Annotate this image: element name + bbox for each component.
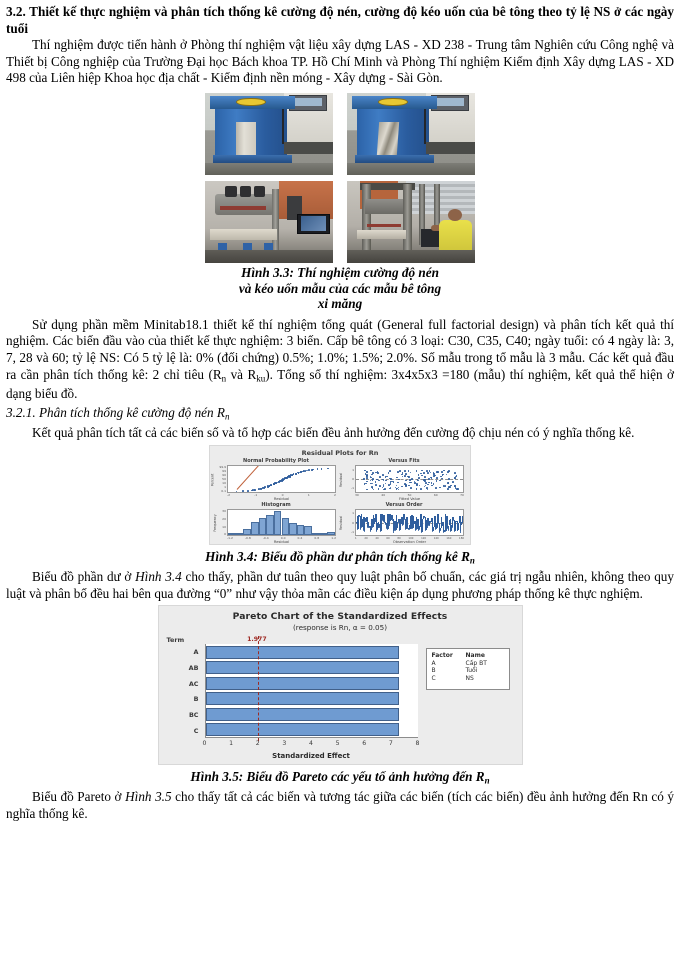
- pareto-chart-body: [165, 638, 516, 760]
- figure-3-5-caption: [0, 769, 680, 789]
- pareto-bar: [206, 677, 399, 690]
- photo-operator-at-universal-testing-machine: [347, 181, 475, 263]
- histogram-xticks: -1.2 -0.8 -0.4 0.0 0.4 0.8 1.2: [227, 536, 336, 541]
- legend-header-row: [432, 652, 504, 659]
- figure-3-4-caption-text: Hình 3.4: Biểu đồ phần dư phân tích thống kê R: [205, 549, 470, 565]
- pareto-term-axis-label: Term: [166, 636, 185, 645]
- subplot-histogram: [214, 502, 338, 545]
- pareto-bar: [206, 692, 399, 705]
- para2-seg1: Sử dụng phần mềm Minitab18.1 thiết kế thí nghiệm tổng quát (General full factorial design) và phân tích kết quả thí nghiệm. Các biến đầu vào của thiết kế thực nghiệm: 3 biến. Cấp bê tông có 3 loại: C30, C35, C40; ngày tuổi: có 4 ngày là: 3, 7, 28 và 60; tỷ lệ NS: Có 5 tỷ lệ là: 0% (đối chứng) 0.5%; 1.0%; 1.5%; 2.0%. Số mẫu trong tổ mẫu là 3 mẫu. Các kết quả đầu ra cần phân tích thống kê: 2 chỉ tiêu (R: [6, 316, 674, 382]
- versus-order-ylabel: Residual: [339, 515, 344, 531]
- pareto-term-label-ac: AC: [188, 679, 199, 688]
- figure-3-3-caption-line-2: và kéo uốn mẫu của các mẫu bê tông: [238, 280, 442, 296]
- fig34-para-italic-ref: Hình 3.4: [135, 569, 182, 585]
- fig34-para-seg2: cho thấy, phần dư tuân theo quy luật phân bố chuẩn, các giá trị ngẫu nhiên, không theo quy luật và phân bố đều hai bên qua đường “0” như vậy thỏa mãn các điều kiện áp dụng phương pháp thống kê thực nghiệm.: [6, 569, 674, 601]
- pareto-term-label-a: A: [193, 648, 199, 657]
- section-paragraph-1: Thí nghiệm được tiến hành ở Phòng thí nghiệm vật liệu xây dựng LAS - XD 238 - Trung tâm Nghiên cứu Công nghệ và Thiết bị Công nghiệp của Trường Đại học Bách khoa TP. Hồ Chí Minh và Phòng Thí nghiệm Kiểm định Xây dựng LAS - XD 498 của Liên hiệp Khoa học địa chất - Kiểm định nền móng - Xây dựng - Sài Gòn.: [6, 37, 674, 86]
- normal-probability-plot-area: [227, 465, 336, 493]
- pareto-x-tick: 3: [282, 740, 287, 748]
- pareto-plot-area: [205, 644, 418, 738]
- photo-compression-test-cylinder-failed: [347, 93, 475, 175]
- subplot-normal-probability-plot: [210, 458, 338, 501]
- legend-factor-a: A: [431, 659, 436, 667]
- pareto-x-tick: 6: [362, 740, 367, 748]
- fig35-para-seg2: cho thấy tất cả các biến và tương tác giữa các biến (tích các biến) đều ảnh hưởng đến Rn có ý nghĩa thống kê.: [6, 789, 675, 821]
- normal-probability-plot-title: Normal Probability Plot: [243, 458, 309, 465]
- versus-order-xlabel: Observation Order: [392, 540, 427, 545]
- para2-seg2: và R: [226, 366, 257, 382]
- figure-3-5-caption-text: Hình 3.5: Biểu đồ Pareto các yếu tố ảnh hưởng đến R: [190, 769, 485, 785]
- fig34-para-seg1: Biểu đồ phần dư ở: [32, 569, 136, 585]
- pareto-factor-legend: [426, 648, 510, 690]
- normal-probability-plot-yticks: 99.9 99 90 50 10 1 0.1: [219, 465, 226, 494]
- subsection-heading-3-2-1: [6, 405, 674, 425]
- para2-sub-ku: ku: [256, 372, 266, 383]
- pareto-x-tick: 5: [335, 740, 340, 748]
- versus-fits-title: Versus Fits: [388, 458, 420, 465]
- pareto-x-tick: 2: [255, 740, 260, 748]
- pareto-reference-line-label: 1.977: [247, 636, 267, 644]
- legend-header-name: Name: [465, 652, 485, 660]
- subplot-versus-order: [339, 501, 466, 545]
- versus-fits-ylabel: Residual: [339, 472, 344, 487]
- figure-3-4-residual-plots: [209, 445, 471, 545]
- figure-3-4-paragraph: [6, 569, 674, 602]
- legend-factor-c: C: [431, 674, 436, 682]
- fig35-para-italic-ref: Hình 3.5: [125, 789, 172, 805]
- pareto-term-label-c: C: [193, 726, 199, 735]
- histogram-ylabel: Frequency: [212, 514, 217, 532]
- pareto-x-ticks: [202, 740, 420, 748]
- subsection-heading-text: 3.2.1. Phân tích thống kê cường độ nén R: [6, 404, 225, 420]
- pareto-term-label-b: B: [193, 695, 199, 704]
- pareto-bar: [206, 723, 399, 736]
- pareto-x-tick: 7: [388, 740, 393, 748]
- subsection-heading-sub: n: [224, 411, 230, 422]
- residual-plots-title: Residual Plots for Rn: [301, 449, 379, 458]
- normal-probability-plot-xlabel: Residual: [273, 496, 290, 501]
- figure-3-4-caption: [0, 549, 680, 569]
- pareto-chart-subtitle: (response is Rn, α = 0.05): [292, 623, 388, 633]
- legend-row-c: [432, 675, 504, 682]
- histogram-yticks: 30 20 10 0: [222, 508, 226, 537]
- legend-factor-b: B: [431, 667, 436, 675]
- histogram-xlabel: Residual: [273, 540, 290, 545]
- para2-seg3: ). Tổng số thí nghiệm: 3x4x5x3 =180 (mẫu) thí nghiệm, kết quả thể hiện ở dạng biểu đồ.: [6, 366, 674, 402]
- section-heading: 3.2. Thiết kế thực nghiệm và phân tích thống kê cường độ nén, cường độ kéo uốn của bê tông theo tỷ lệ NS ở các ngày tuổi: [6, 4, 674, 36]
- versus-fits-plot-area: [355, 465, 464, 493]
- pareto-bar: [206, 661, 399, 674]
- legend-header-factor: Factor: [431, 652, 453, 660]
- section-paragraph-2: [6, 317, 674, 403]
- photo-flexural-test-beam: [205, 181, 333, 263]
- photo-compression-test-cylinder-intact: [205, 93, 333, 175]
- versus-fits-xlabel: Fitted Value: [398, 496, 421, 501]
- versus-order-yticks: 1 0 -1: [351, 511, 354, 534]
- legend-row-a: [432, 660, 504, 667]
- versus-fits-yticks: 1 0 -1: [351, 467, 354, 491]
- legend-name-b: Tuổi: [465, 667, 478, 675]
- histogram-plot-area: [227, 509, 336, 537]
- normal-probability-plot-ylabel: Percent: [210, 473, 215, 487]
- figure-3-5-paragraph: [6, 789, 674, 822]
- figure-3-5-caption-sub: n: [484, 775, 490, 786]
- pareto-x-tick: 0: [202, 740, 207, 748]
- pareto-bar: [206, 708, 399, 721]
- pareto-chart-title: Pareto Chart of the Standardized Effects: [232, 611, 448, 623]
- versus-fits-xticks: 30 40 50 60 70: [355, 492, 464, 497]
- figure-3-3-caption-line-3: xi măng: [317, 296, 363, 312]
- figure-3-3-caption-line-1: Hình 3.3: Thí nghiệm cường độ nén: [241, 264, 439, 280]
- figure-3-4-caption-sub: n: [469, 555, 475, 566]
- pareto-x-tick: 1: [229, 740, 234, 748]
- versus-order-xticks: 1 20 40 60 80 100 120 140 160 180: [355, 537, 464, 541]
- normal-probability-plot-xticks: -2 -1 0 1 2: [227, 492, 336, 497]
- figure-3-3-photo-grid: [205, 93, 475, 263]
- pareto-x-tick: 8: [415, 740, 420, 748]
- subsection-paragraph: Kết quả phân tích tất cả các biến số và tổ hợp các biến đều ảnh hưởng đến cường độ chịu nén có ý nghĩa thống kê.: [32, 424, 635, 440]
- pareto-x-axis-title: Standardized Effect: [272, 752, 350, 761]
- versus-order-plot-area: [355, 509, 464, 537]
- document-page: [0, 4, 680, 954]
- legend-name-c: NS: [465, 674, 474, 682]
- histogram-title: Histogram: [261, 501, 291, 508]
- legend-row-b: [432, 667, 504, 674]
- para2-sub-n: n: [221, 372, 227, 383]
- pareto-term-label-ab: AB: [188, 663, 199, 672]
- fig35-para-seg1: Biểu đồ Pareto ở: [32, 789, 126, 805]
- pareto-bar: [206, 646, 399, 659]
- subplot-versus-fits: [339, 458, 466, 501]
- versus-order-title: Versus Order: [385, 501, 423, 508]
- pareto-reference-line: [258, 636, 259, 741]
- pareto-x-tick: 4: [309, 740, 313, 748]
- figure-3-5-pareto-chart: [158, 605, 523, 765]
- pareto-term-label-bc: BC: [188, 710, 199, 719]
- legend-name-a: Cấp BT: [465, 659, 487, 667]
